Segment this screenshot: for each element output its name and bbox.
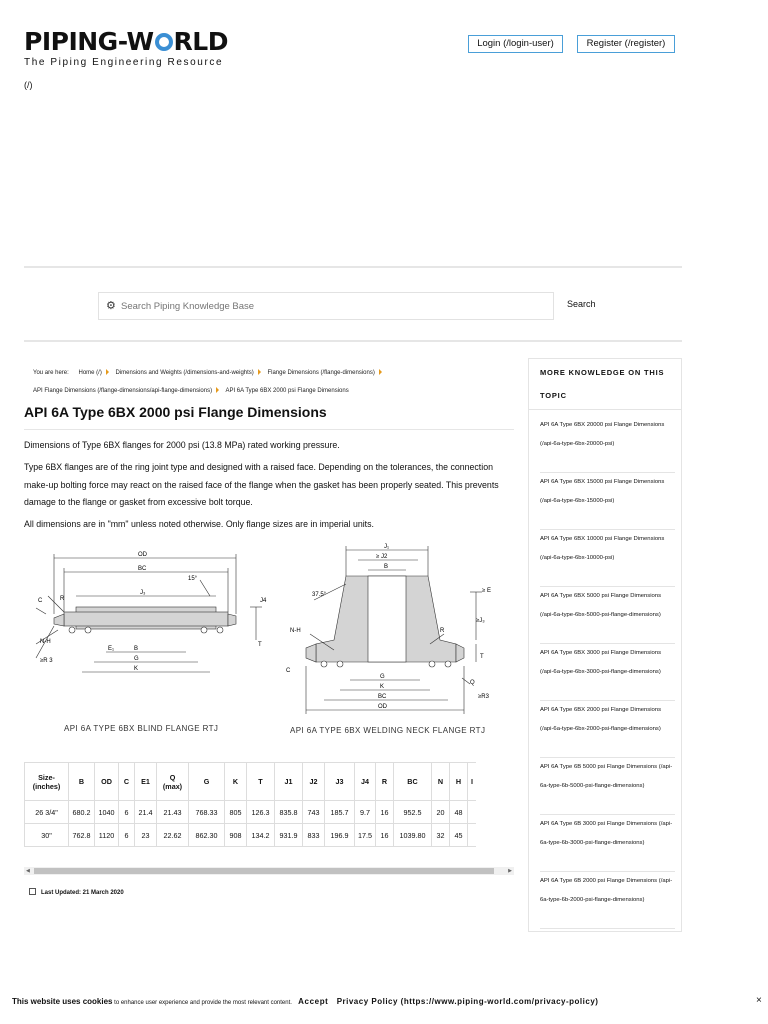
chevron-right-icon	[106, 369, 109, 375]
table-cell: 21.4	[135, 801, 157, 824]
sidebar-item-link[interactable]: API 6A Type 6BX 3000 psi Flange Dimensions (/api-6a-type-6bx-3000-psi-flange-dimensions)	[540, 650, 662, 675]
col-r: R	[376, 763, 394, 801]
table-cell: 6	[119, 801, 135, 824]
label-q: Q	[470, 680, 475, 686]
table-cell: 16	[376, 824, 394, 847]
weld-neck-flange-drawing	[280, 540, 514, 740]
logo-text-start: PIPING-W	[24, 27, 154, 56]
table-cell: 680.2	[69, 801, 95, 824]
label-r: R	[440, 628, 445, 634]
sidebar-item-link[interactable]: API 6A Type 6BX 5000 psi Flange Dimensions (/api-6a-type-6bx-5000-psi-flange-dimensions)	[540, 593, 662, 618]
label-bc: BC	[138, 566, 147, 572]
col-j1: J1	[275, 763, 303, 801]
label-e: ≥ E	[482, 588, 491, 594]
table-cell: 126.3	[247, 801, 275, 824]
gear-icon: ⚙	[106, 300, 116, 312]
table-header-row	[25, 763, 477, 801]
table-horizontal-scrollbar[interactable]	[24, 867, 514, 875]
scroll-left-icon[interactable]: ◀	[26, 868, 30, 874]
home-link[interactable]: (/)	[24, 80, 33, 90]
label-g: G	[134, 656, 139, 662]
search-button[interactable]: Search	[567, 299, 596, 309]
search-bar[interactable]	[98, 292, 554, 320]
col-j2: J2	[303, 763, 325, 801]
table-cell: 768.33	[189, 801, 225, 824]
label-k: K	[134, 666, 139, 672]
table-cell: 20	[432, 801, 450, 824]
table-cell: 833	[303, 824, 325, 847]
site-logo[interactable]	[24, 27, 228, 56]
label-r3: ≥R3	[478, 694, 489, 700]
sidebar-item-link[interactable]: API 6A Type 6BX 15000 psi Flange Dimensions (/api-6a-type-6bx-15000-psi)	[540, 479, 665, 504]
table-row	[25, 801, 477, 824]
sidebar-divider	[529, 409, 681, 410]
table-cell: 26 3/4"	[25, 801, 69, 824]
sidebar-item-link[interactable]: API 6A Type 6BX 2000 psi Flange Dimensions (/api-6a-type-6bx-2000-psi-flange-dimensions)	[540, 707, 662, 732]
table-cell: 17.5	[355, 824, 376, 847]
cookie-accept-button[interactable]: Accept	[298, 997, 329, 1006]
label-c: C	[286, 668, 291, 674]
sidebar-item[interactable]	[540, 473, 675, 530]
breadcrumb-api-flange-dimensions[interactable]: API Flange Dimensions (/flange-dimensions/api-flange-dimensions)	[33, 388, 213, 394]
label-r3: ≥R 3	[40, 658, 53, 664]
table-cell: 23	[135, 824, 157, 847]
col-od: OD	[95, 763, 119, 801]
label-od: OD	[138, 552, 147, 558]
col-bc: BC	[394, 763, 432, 801]
table-cell: 931.9	[275, 824, 303, 847]
col-j4: J4	[355, 763, 376, 801]
table-cell	[468, 824, 477, 847]
chevron-right-icon	[379, 369, 382, 375]
register-button[interactable]: Register (/register)	[577, 35, 675, 53]
col-b: B	[69, 763, 95, 801]
table-cell: 16	[376, 801, 394, 824]
label-nh: N-H	[290, 628, 301, 634]
label-t: T	[258, 642, 262, 648]
table-cell: 196.9	[325, 824, 355, 847]
table-cell: 908	[225, 824, 247, 847]
table-cell	[468, 801, 477, 824]
sidebar-item-link[interactable]: API 6A Type 6B 3000 psi Flange Dimensions (/api-6a-type-6b-3000-psi-flange-dimensions)	[540, 821, 673, 846]
col-c: C	[119, 763, 135, 801]
privacy-policy-link[interactable]: Privacy Policy (https://www.piping-world.com/privacy-policy)	[336, 997, 599, 1006]
label-b: B	[134, 646, 139, 652]
page-title: API 6A Type 6BX 2000 psi Flange Dimensions	[24, 404, 327, 420]
table-cell: 952.5	[394, 801, 432, 824]
body-paragraph: Type 6BX flanges are of the ring joint type and designed with a raised face. Depending on the tolerances, the connection make-up bolting force may react on the raised face of the flange when the gasket has been properly seated. This prevents damage to the flange or gasket from excessive bolt torque.	[24, 462, 499, 507]
sidebar-item-link[interactable]: API 6A Type 6BX 10000 psi Flange Dimensions (/api-6a-type-6bx-10000-psi)	[540, 536, 665, 561]
label-bc: BC	[378, 694, 387, 700]
login-button[interactable]: Login (/login-user)	[468, 35, 563, 53]
sidebar-item[interactable]	[540, 872, 675, 929]
blind-flange-caption: API 6A TYPE 6BX BLIND FLANGE RTJ	[64, 724, 219, 733]
chevron-right-icon	[258, 369, 261, 375]
cookie-banner	[12, 997, 598, 1006]
table-cell: 6	[119, 824, 135, 847]
units-note: All dimensions are in "mm" unless noted otherwise. Only flange sizes are in imperial units.	[24, 519, 374, 529]
sidebar-item[interactable]	[540, 758, 675, 815]
table-cell: 762.8	[69, 824, 95, 847]
sidebar-item[interactable]	[540, 530, 675, 587]
label-t: T	[480, 654, 484, 660]
sidebar-item-link[interactable]: API 6A Type 6B 2000 psi Flange Dimensions (/api-6a-type-6b-2000-psi-flange-dimensions)	[540, 878, 673, 903]
dimensions-table	[24, 762, 476, 847]
sidebar-item[interactable]	[540, 416, 675, 473]
col-q: Q (max)	[157, 763, 189, 801]
table-cell: 743	[303, 801, 325, 824]
last-updated	[29, 888, 124, 896]
logo-text-end: RLD	[173, 27, 228, 56]
col-k: K	[225, 763, 247, 801]
label-angle: 15°	[188, 576, 198, 582]
col-j3: J3	[325, 763, 355, 801]
close-icon[interactable]: ×	[756, 995, 762, 1006]
table-cell: 48	[450, 801, 468, 824]
site-tagline: The Piping Engineering Resource	[24, 57, 224, 68]
col-h: H	[450, 763, 468, 801]
table-cell: 30"	[25, 824, 69, 847]
last-updated-text: Last Updated: 21 March 2020	[41, 890, 124, 896]
col-g: G	[189, 763, 225, 801]
intro-paragraph: Dimensions of Type 6BX flanges for 2000 psi (13.8 MPa) rated working pressure.	[24, 440, 340, 450]
breadcrumb	[33, 364, 513, 400]
label-g: G	[380, 674, 385, 680]
sidebar-item-link[interactable]: API 6A Type 6BX 20000 psi Flange Dimensions (/api-6a-type-6bx-20000-psi)	[540, 422, 665, 447]
chevron-right-icon	[216, 387, 219, 393]
table-cell: 1039.80	[394, 824, 432, 847]
cookie-lead: This website uses cookies	[12, 997, 113, 1006]
label-nh: N-H	[40, 639, 51, 645]
table-cell: 9.7	[355, 801, 376, 824]
label-j3: J₃	[140, 590, 146, 596]
search-divider	[24, 340, 682, 342]
label-j3: ≥J₃	[476, 618, 485, 624]
table-row	[25, 824, 477, 847]
label-j4: J4	[260, 598, 267, 604]
table-cell: 185.7	[325, 801, 355, 824]
sidebar-title: MORE KNOWLEDGE ON THIS TOPIC	[540, 368, 665, 400]
table-cell: 22.62	[157, 824, 189, 847]
sidebar-item[interactable]	[540, 701, 675, 758]
col-size: Size- (inches)	[25, 763, 69, 801]
col-i: I	[468, 763, 477, 801]
breadcrumb-home[interactable]: Home (/)	[78, 370, 102, 376]
table-cell: 32	[432, 824, 450, 847]
weld-neck-flange-caption: API 6A TYPE 6BX WELDING NECK FLANGE RTJ	[290, 726, 486, 735]
label-j1: J₁	[384, 544, 390, 550]
breadcrumb-prefix: You are here:	[33, 370, 69, 376]
breadcrumb-dimensions-weights[interactable]: Dimensions and Weights (/dimensions-and-weights)	[115, 370, 254, 376]
col-n: N	[432, 763, 450, 801]
label-angle: 37.5°	[312, 592, 327, 598]
label-j2: ≥ J2	[376, 554, 388, 560]
breadcrumb-flange-dimensions[interactable]: Flange Dimensions (/flange-dimensions)	[267, 370, 375, 376]
breadcrumb-current: API 6A Type 6BX 2000 psi Flange Dimensions	[225, 388, 349, 394]
col-t: T	[247, 763, 275, 801]
scroll-right-icon[interactable]: ▶	[508, 868, 512, 874]
table-cell: 805	[225, 801, 247, 824]
label-r: R	[60, 596, 65, 602]
sidebar-item[interactable]	[540, 815, 675, 872]
sidebar-item-link[interactable]: API 6A Type 6B 5000 psi Flange Dimensions (/api-6a-type-6b-5000-psi-flange-dimensions)	[540, 764, 673, 789]
related-topics-sidebar	[528, 358, 682, 932]
table-cell: 835.8	[275, 801, 303, 824]
label-e1: E₁	[108, 646, 115, 652]
label-c: C	[38, 598, 43, 604]
title-divider	[24, 429, 514, 430]
blind-flange-drawing	[24, 540, 274, 740]
header-divider	[24, 266, 682, 268]
sidebar-list	[540, 416, 675, 929]
table-cell: 1040	[95, 801, 119, 824]
sidebar-item[interactable]	[540, 587, 675, 644]
logo-o-ring-icon	[155, 33, 173, 51]
table-cell: 134.2	[247, 824, 275, 847]
label-b: B	[384, 564, 389, 570]
sidebar-item[interactable]	[540, 644, 675, 701]
col-e1: E1	[135, 763, 157, 801]
table-cell: 862.30	[189, 824, 225, 847]
table-cell: 45	[450, 824, 468, 847]
cookie-text: to enhance user experience and provide the most relevant content.	[112, 1000, 292, 1006]
label-od: OD	[378, 704, 387, 710]
table-cell: 21.43	[157, 801, 189, 824]
label-k: K	[380, 684, 385, 690]
scrollbar-thumb[interactable]	[34, 868, 494, 874]
calendar-icon	[29, 888, 36, 895]
table-cell: 1120	[95, 824, 119, 847]
search-input[interactable]	[121, 297, 541, 315]
